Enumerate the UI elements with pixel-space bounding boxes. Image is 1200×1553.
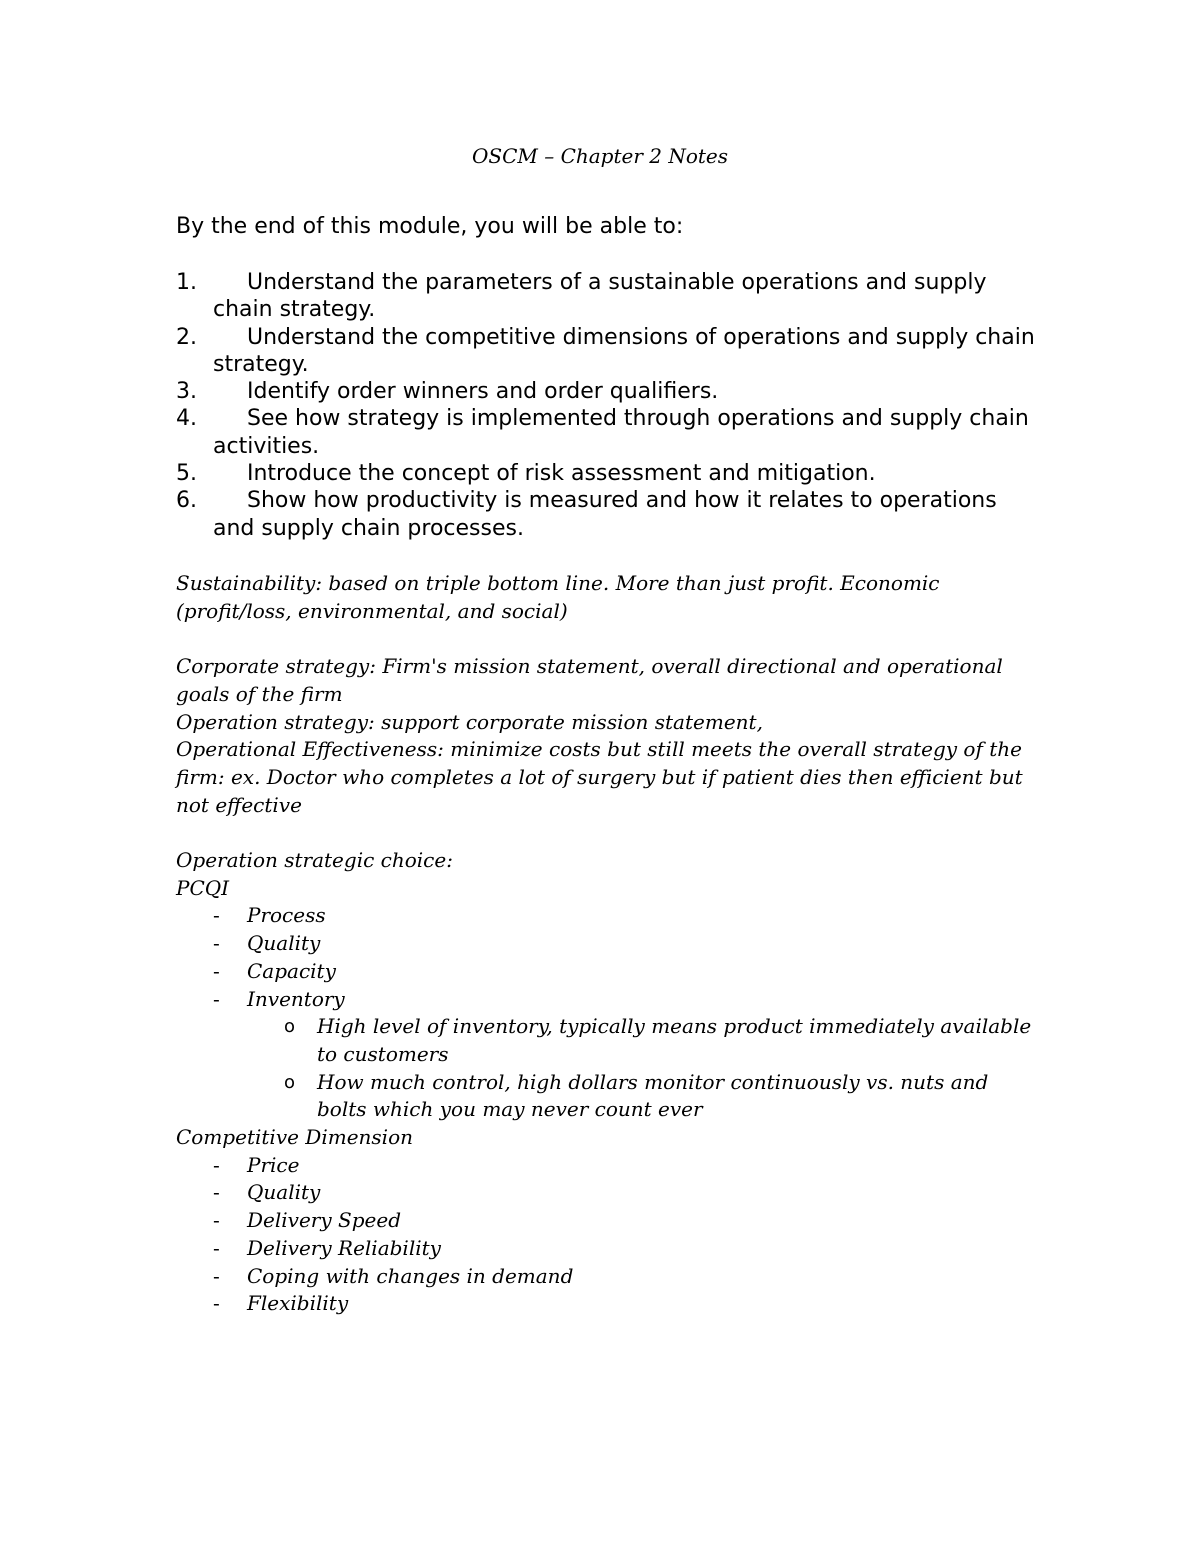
objective-item <box>176 487 1036 542</box>
dash-bullet: - <box>213 931 220 956</box>
circle-bullet-icon: o <box>284 1016 296 1038</box>
list-item-text: Capacity <box>247 958 336 983</box>
objective-text: Show how productivity is measured and how it relates to operations and supply chain processes. <box>213 488 997 541</box>
list-item <box>176 1290 1036 1318</box>
objective-text: Understand the competitive dimensions of operations and supply chain strategy. <box>213 324 1035 377</box>
inventory-sublist <box>247 1013 1036 1124</box>
list-item-text: Coping with changes in demand <box>247 1263 574 1288</box>
module-intro: By the end of this module, you will be able to: <box>176 214 684 239</box>
objective-number: 3. <box>176 379 197 405</box>
list-item <box>176 930 1036 958</box>
list-item-text: Quality <box>247 1180 321 1205</box>
learning-objectives-list <box>176 269 1036 542</box>
dash-bullet: - <box>213 958 220 983</box>
notes-section <box>176 570 1036 1318</box>
list-item-text: Delivery Reliability <box>247 1235 441 1260</box>
spacer <box>176 819 1036 847</box>
document-title: OSCM – Chapter 2 Notes <box>471 144 729 168</box>
objective-number: 1. <box>176 270 197 295</box>
sub-list-item-text: How much control, high dollars monitor continuously vs. nuts and bolts which you may never count ever <box>317 1069 989 1122</box>
objective-item <box>176 460 1036 487</box>
list-item <box>176 902 1036 930</box>
strategic-choice-heading: Operation strategic choice: <box>176 848 453 872</box>
sustainability-note: Sustainability: based on triple bottom line. More than just profit. Economic (profit/loss, environmental, and social) <box>176 571 940 623</box>
objective-item <box>176 269 1036 324</box>
competitive-dimension-list <box>176 1152 1036 1318</box>
list-item-text: Process <box>247 903 326 928</box>
objective-text: See how strategy is implemented through operations and supply chain activities. <box>213 406 1029 459</box>
dash-bullet: - <box>213 903 220 928</box>
list-item <box>176 958 1036 986</box>
list-item-text: Flexibility <box>247 1291 349 1316</box>
sub-list-item <box>176 1069 1036 1124</box>
operational-effectiveness-note: Operational Effectiveness: minimize costs but still meets the overall strategy of the firm: ex. Doctor who completes a lot of surgery but if patient dies then efficient but not effective <box>176 737 1023 817</box>
operation-strategy-note: Operation strategy: support corporate mission statement, <box>176 709 763 734</box>
pcqi-heading: PCQI <box>176 875 230 900</box>
dash-bullet: - <box>213 986 220 1011</box>
objective-number: 6. <box>176 488 197 514</box>
objective-text: Understand the parameters of a sustainable operations and supply chain strategy. <box>213 270 987 323</box>
list-item <box>176 1179 1036 1207</box>
objective-item <box>176 405 1036 460</box>
dash-bullet: - <box>213 1208 220 1233</box>
list-item-text: Price <box>247 1152 300 1177</box>
dash-bullet: - <box>213 1291 220 1316</box>
sub-list-item-text: High level of inventory, typically means product immediately available to customers <box>317 1014 1032 1066</box>
sub-list-item <box>176 1013 1036 1068</box>
list-item <box>176 986 1036 1125</box>
spacer <box>176 625 1036 653</box>
list-item <box>176 1263 1036 1291</box>
objective-item <box>176 378 1036 405</box>
dash-bullet: - <box>213 1235 220 1260</box>
objective-number: 2. <box>176 324 197 350</box>
pcqi-list <box>176 902 1036 1124</box>
objective-number: 4. <box>176 406 197 432</box>
list-item <box>176 1152 1036 1180</box>
dash-bullet: - <box>213 1263 220 1288</box>
list-item-text: Inventory <box>247 986 345 1011</box>
list-item-text: Quality <box>247 931 321 956</box>
list-item <box>176 1207 1036 1235</box>
objective-item <box>176 324 1036 379</box>
dash-bullet: - <box>213 1152 220 1177</box>
objective-text: Identify order winners and order qualifiers. <box>247 379 719 405</box>
objective-text: Introduce the concept of risk assessment and mitigation. <box>247 461 876 487</box>
corporate-strategy-note: Corporate strategy: Firm's mission statement, overall directional and operational goals of the firm <box>176 654 1003 706</box>
objective-number: 5. <box>176 461 197 487</box>
list-item-text: Delivery Speed <box>247 1208 401 1233</box>
dash-bullet: - <box>213 1180 220 1205</box>
circle-bullet-icon: o <box>284 1071 296 1093</box>
competitive-dimension-heading: Competitive Dimension <box>176 1125 414 1150</box>
list-item <box>176 1235 1036 1263</box>
